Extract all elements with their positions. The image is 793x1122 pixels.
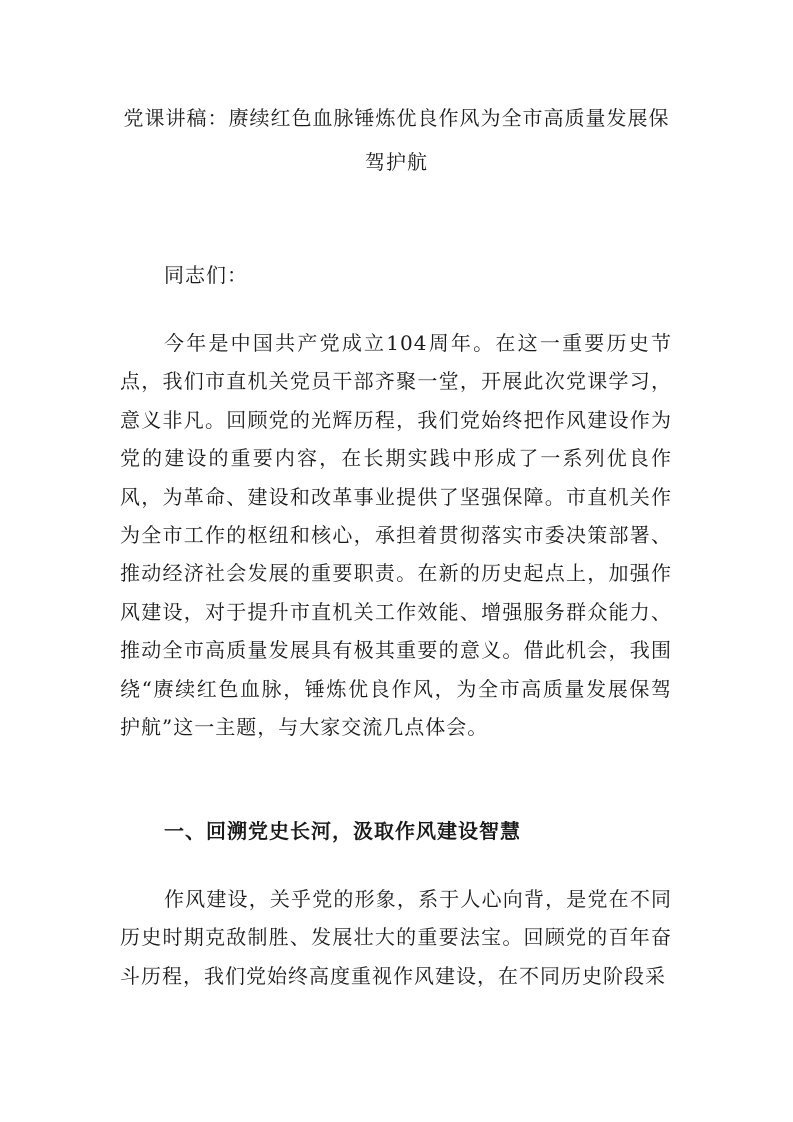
document-title bbox=[110, 96, 683, 184]
salutation: 同志们： bbox=[164, 263, 248, 287]
section-1-paragraph: 作风建设，关乎党的形象，系于人心向背，是党在不同历史时期克敌制胜、发展壮大的重要法宝。回顾党的百年奋斗历程，我们党始终高度重视作风建设，在不同历史阶段采 bbox=[120, 887, 672, 988]
intro-paragraph: 今年是中国共产党成立104周年。在这一重要历史节点，我们市直机关党员干部齐聚一堂，开展此次党课学习，意义非凡。回顾党的光辉历程，我们党始终把作风建设作为党的建设的重要内容，在长期实践中形成了一系列优良作风，为革命、建设和改革事业提供了坚强保障。市直机关作为全市工作的枢纽和核心，承担着贯彻落实市委决策部署、推动经济社会发展的重要职责。在新的历史起点上，加强作风建设，对于提升市直机关工作效能、增强服务群众能力、推动全市高质量发展具有极其重要的意义。借此机会，我围绕“赓续红色血脉，锤炼优良作风，为全市高质量发展保驾护航”这一主题，与大家交流几点体会。 bbox=[120, 331, 672, 740]
title-line-2: 驾护航 bbox=[365, 150, 428, 174]
section-1-heading: 一、回溯党史长河，汲取作风建设智慧 bbox=[164, 819, 521, 843]
title-line-1: 党课讲稿：赓续红色血脉锤炼优良作风为全市高质量发展保 bbox=[123, 106, 670, 130]
